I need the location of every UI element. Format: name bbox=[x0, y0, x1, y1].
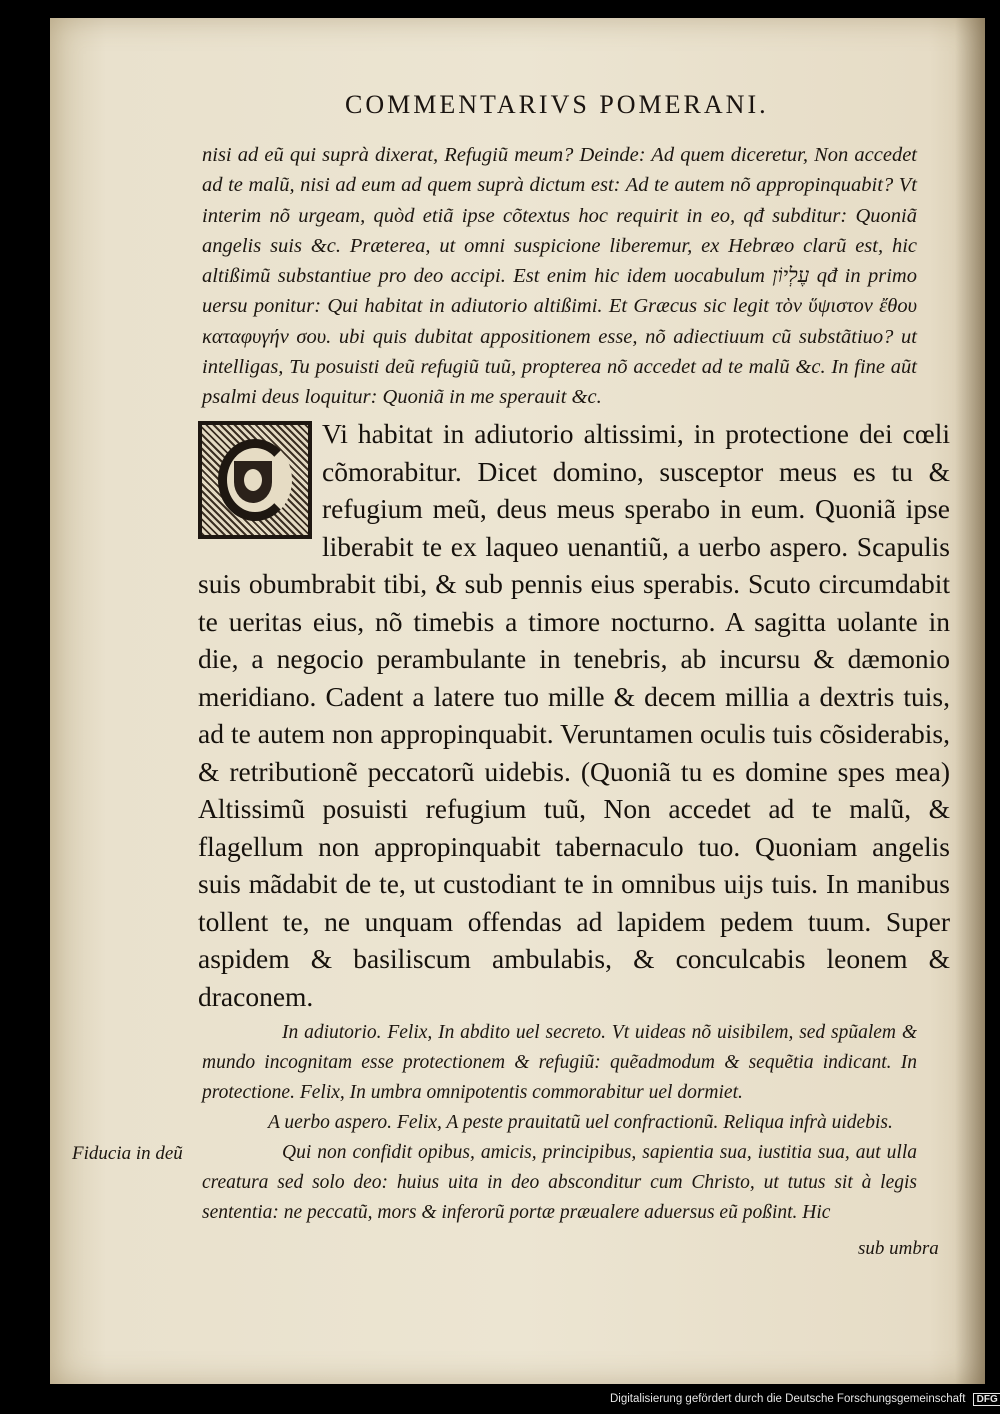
running-head: COMMENTARIVS POMERANI. bbox=[345, 90, 769, 119]
commentary-bottom-para-3: Qui non confidit opibus, amicis, principibus, sapientia sua, iustitia sua, aut ulla creatura sed solo deo: huius uita in deo absconditur cum Christo, ut tutus sit à legis sententia: ne peccatũ, mors & inferorũ portæ præualere aduersus eũ poßint. Hic bbox=[202, 1142, 917, 1223]
psalm-text-block bbox=[198, 415, 950, 1015]
dropcap-shield-icon bbox=[234, 461, 272, 503]
commentary-bottom bbox=[202, 1018, 917, 1228]
commentary-bottom-para-2: A uerbo aspero. Felix, A peste prauitatũ uel confractionũ. Reliqua infrà uidebis. bbox=[268, 1112, 893, 1133]
ornamental-dropcap bbox=[198, 421, 312, 539]
footer-credit: Digitalisierung gefördert durch die Deutsche Forschungsgemeinschaft bbox=[610, 1393, 966, 1405]
page-spine-shadow bbox=[955, 18, 985, 1384]
catchword: sub umbra bbox=[858, 1238, 939, 1259]
margin-note: Fiducia in deũ bbox=[72, 1143, 183, 1164]
commentary-top bbox=[202, 140, 917, 413]
dfg-logo-icon: DFG bbox=[973, 1393, 1000, 1406]
commentary-bottom-para-1: In adiutorio. Felix, In abdito uel secreto. Vt uideas nõ uisibilem, sed spũalem & mundo incognitam esse protectionem & refugiũ: quẽadmodum & sequẽtia indicant. In protectione. Felix, In umbra omnipotentis commorabitur uel dormiet. bbox=[202, 1022, 917, 1103]
psalm-text: Vi habitat in adiutorio altissimi, in protectione dei cœli cõmorabitur. Dicet domino, susceptor meus es tu & refugium meũ, deus meus sperabo in eum. Quoniã ipse liberabit te ex laqueo uenantiũ, a uerbo aspero. Scapulis suis obumbrabit tibi, & sub pennis eius sperabis. Scuto circumdabit te ueritas eius, nõ timebis a timore nocturno. A sagitta uolante in die, a negocio perambulante in tenebris, ab incursu & dæmonio meridiano. Cadent a latere tuo mille & decem millia a dextris tuis, ad te autem non appropinquabit. Veruntamen oculis tuis cõsiderabis, & retributionẽ peccatorũ uidebis. (Quoniã tu es domine spes mea) Altissimũ posuisti refugium tuũ, Non accedet ad te malũ, & flagellum non appropinquabit tabernaculo tuo. Quoniam angelis suis mãdabit de te, ut custodiant te in omnibus uijs tuis. In manibus tollent te, ne unquam offendas ad lapidem pedem tuum. Super aspidem & basiliscum ambulabis, & conculcabis leonem & draconem. bbox=[198, 418, 950, 1012]
commentary-top-text: nisi ad eũ qui suprà dixerat, Refugiũ meum? Deinde: Ad quem diceretur, Non accedet ad te malũ, nisi ad eum ad quem suprà dictum est: Ad te autem nõ appropinquabit? Vt interim nõ urgeam, quòd etiã ipse cõtextus hoc requirit in eo, qđ subditur: Quoniã angelis suis &c. Præterea, ut omni suspicione liberemur, ex Hebræo clarũ est, hic altißimũ substantiue pro deo accipi. Est enim hic idem uocabulum עֶלְיוֹן qđ in primo uersu ponitur: Qui habitat in adiutorio altißimi. Et Græcus sic legit τὸν ὕψιστον ἔθου καταφυγήν σου. ubi quis dubitat appositionem esse, nõ adiectiuum cũ substãtiuo? ut intelligas, Tu posuisti deũ refugiũ tuũ, propterea nõ accedet ad te malũ &c. In fine aũt psalmi deus loquitur: Quoniã in me sperauit &c. bbox=[202, 144, 917, 409]
digitization-footer bbox=[610, 1393, 998, 1406]
